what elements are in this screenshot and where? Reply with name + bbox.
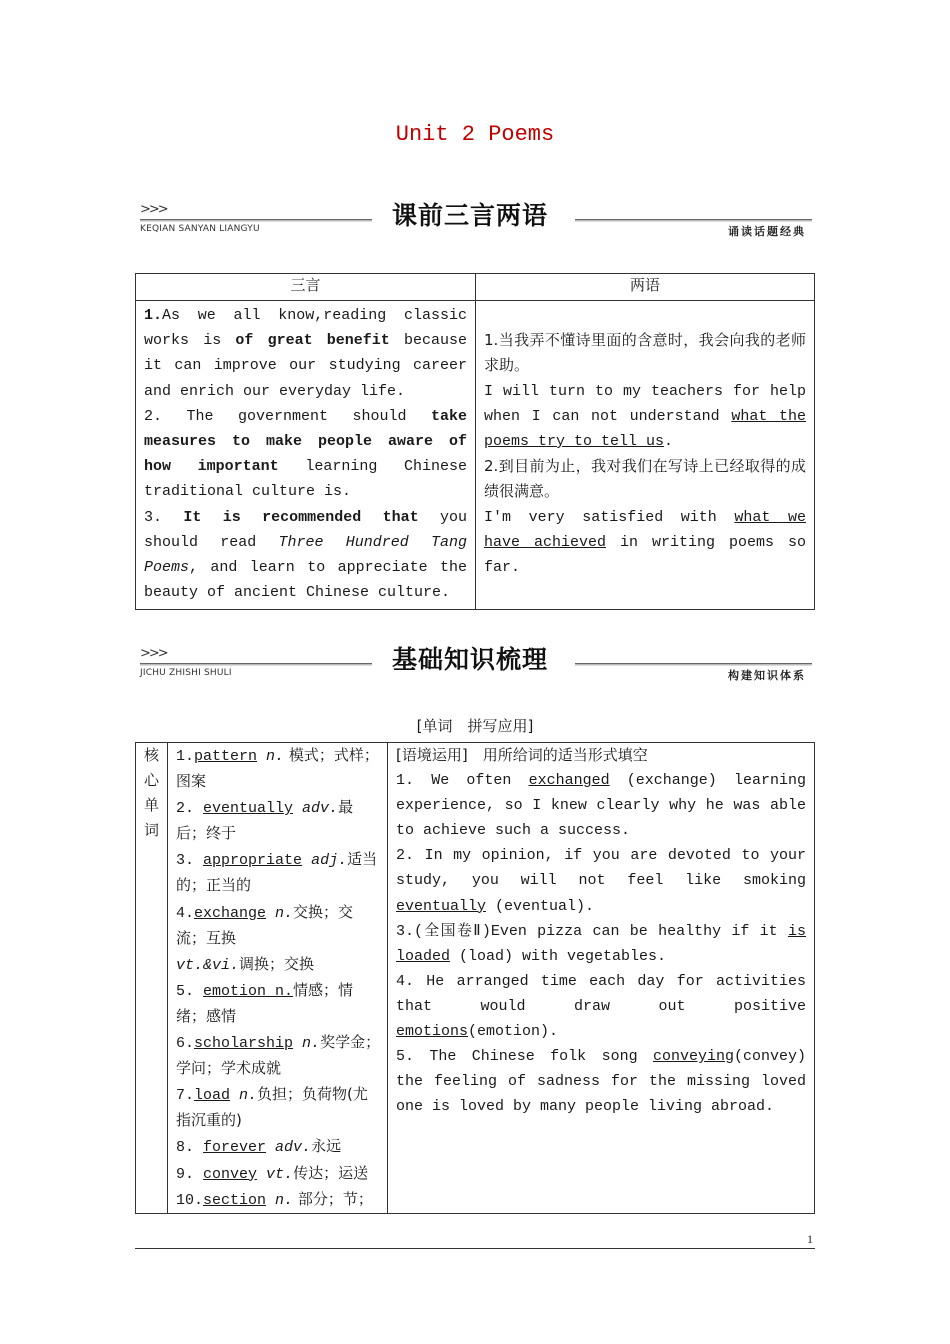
vocab-meaning: 奖学金；学问；学术成就 bbox=[176, 1033, 381, 1078]
vocab-item bbox=[176, 1030, 381, 1082]
sentence-text: I'm very satisfied with bbox=[484, 508, 735, 526]
exercise-text: The Chinese folk song bbox=[414, 1048, 653, 1066]
exercise-text: (convey) the feeling of sadness for the missing loved one is loved by many people living abroad. bbox=[396, 1048, 806, 1116]
exercise-text: In my opinion, if you are devoted to your study, you will not feel like smoking bbox=[396, 847, 806, 890]
vocabulary-table bbox=[135, 742, 815, 1214]
sentence-text: I will turn to my teachers for help when I can not understand bbox=[484, 382, 806, 425]
vocab-item bbox=[176, 847, 381, 899]
vocab-num: 3. bbox=[176, 852, 195, 870]
key-phrase: It is recommended that bbox=[162, 508, 419, 526]
vocab-num: 5. bbox=[176, 982, 195, 1000]
banner-rule-left bbox=[140, 663, 372, 666]
answer-underlined: what the poems try to tell us bbox=[484, 407, 806, 451]
header-liangyu: 两语 bbox=[476, 274, 815, 301]
vocab-word: exchange bbox=[194, 904, 267, 922]
vocab-item bbox=[176, 1082, 381, 1134]
subsection-heading: [单词 拼写应用] bbox=[416, 717, 534, 735]
answer-underlined: emotions bbox=[396, 1023, 469, 1041]
key-phrase: take measures to make people aware of how important bbox=[144, 407, 467, 476]
answer-underlined: what we have achieved bbox=[484, 508, 806, 551]
banner-rule-right bbox=[575, 663, 812, 666]
category-char: 核 bbox=[143, 746, 159, 764]
vocab-meaning: 最后；终于 bbox=[176, 798, 354, 843]
vocab-num: 2. bbox=[176, 800, 195, 818]
exercise-num: 2. bbox=[396, 847, 415, 865]
vocab-word: section bbox=[203, 1191, 267, 1209]
banner-tagline: 构建知识体系 bbox=[728, 669, 806, 682]
exercise-num: 3. bbox=[396, 922, 415, 940]
sentence-text: in writing poems so far. bbox=[484, 533, 806, 577]
vocab-pos: n. bbox=[266, 904, 294, 922]
vocab-item bbox=[176, 900, 381, 978]
sentence-text: . bbox=[664, 433, 674, 451]
vocab-pos: n. bbox=[257, 748, 285, 765]
banner-heading: 课前三言两语 bbox=[392, 201, 549, 230]
vocab-meaning: 调换；交换 bbox=[239, 954, 315, 973]
vocab-word: convey bbox=[203, 1165, 258, 1183]
usage-cell bbox=[388, 743, 815, 1214]
vocab-meaning: 适当的；正当的 bbox=[176, 850, 378, 895]
vocab-item bbox=[176, 743, 381, 795]
vocab-meaning: 交换；交流；互换 bbox=[176, 902, 354, 947]
vocab-meaning: 情感；情绪；感情 bbox=[176, 980, 354, 1025]
vocab-list-cell bbox=[168, 743, 388, 1214]
section-banner-preview bbox=[140, 202, 812, 246]
exercise-item bbox=[396, 969, 806, 1044]
vocab-word: emotion n. bbox=[203, 982, 294, 1000]
usage-instruction: [语境运用] 用所给词的适当形式填空 bbox=[396, 746, 648, 764]
vocab-num: 6. bbox=[176, 1035, 195, 1053]
vocab-num: 9. bbox=[176, 1165, 195, 1183]
sanyan-cell bbox=[136, 301, 476, 610]
banner-pinyin: KEQIAN SANYAN LIANGYU bbox=[140, 224, 260, 234]
book-title: Three Hundred Tang Poems bbox=[144, 533, 467, 577]
vocab-item bbox=[176, 1134, 381, 1160]
vocab-meaning: 负担；负荷物(尤指沉重的) bbox=[176, 1085, 368, 1130]
vocab-item bbox=[176, 1161, 381, 1187]
arrows-icon: >>> bbox=[140, 202, 167, 217]
preview-table bbox=[135, 273, 815, 610]
item-number: 2. bbox=[144, 407, 163, 425]
vocab-pos: vt. bbox=[257, 1165, 294, 1183]
vocab-num: 1. bbox=[176, 748, 195, 765]
vocab-num: 8. bbox=[176, 1139, 195, 1157]
exercise-text: (load) with vegetables. bbox=[450, 947, 667, 965]
exercise-item bbox=[396, 1044, 806, 1119]
page-title: Unit 2 Poems bbox=[395, 122, 555, 147]
category-char: 词 bbox=[143, 821, 159, 840]
vocab-meaning: 传达；运送 bbox=[293, 1163, 369, 1182]
banner-heading: 基础知识梳理 bbox=[392, 645, 549, 674]
vocab-word: load bbox=[194, 1087, 231, 1105]
key-phrase: of great benefit bbox=[235, 332, 390, 350]
item-number: 1. bbox=[144, 307, 163, 324]
answer-underlined: is loaded bbox=[396, 922, 806, 965]
vocab-word: appropriate bbox=[203, 852, 303, 870]
vocab-pos: n. bbox=[266, 1191, 294, 1209]
vocab-pos: adj. bbox=[302, 852, 348, 870]
exercise-item bbox=[396, 768, 806, 843]
footer-rule bbox=[135, 1248, 815, 1249]
exercise-num: 4. bbox=[396, 972, 415, 990]
vocab-item bbox=[176, 1187, 381, 1213]
section-banner-basics bbox=[140, 646, 812, 690]
sentence-text: because it can improve our studying career and enrich our everyday life. bbox=[144, 332, 467, 400]
exercise-item bbox=[396, 843, 806, 918]
banner-rule-right bbox=[575, 219, 812, 222]
exercise-text: He arranged time each day for activities that would draw out positive bbox=[396, 972, 806, 1015]
arrows-icon: >>> bbox=[140, 646, 167, 661]
vocab-item bbox=[176, 978, 381, 1030]
banner-tagline: 诵读话题经典 bbox=[728, 225, 806, 238]
vocab-word: pattern bbox=[194, 748, 258, 765]
category-char: 单 bbox=[143, 796, 159, 815]
page-number: 1 bbox=[807, 1232, 813, 1246]
category-char: 心 bbox=[143, 771, 159, 790]
exercise-item bbox=[396, 919, 806, 969]
exercise-text: We often bbox=[414, 772, 529, 790]
vocab-pos: vt.&vi. bbox=[176, 956, 240, 974]
header-sanyan: 三言 bbox=[136, 274, 476, 301]
banner-pinyin: JICHU ZHISHI SHULI bbox=[140, 668, 232, 678]
sentence-text: learning Chinese traditional culture is. bbox=[144, 458, 467, 501]
vocab-num: 7. bbox=[176, 1087, 195, 1105]
vocab-pos: adv. bbox=[266, 1139, 312, 1157]
exercise-text: (eventual). bbox=[486, 897, 595, 915]
vocab-pos: n. bbox=[293, 1035, 321, 1053]
liangyu-cell bbox=[476, 301, 815, 610]
vocab-num: 10. bbox=[176, 1191, 204, 1209]
sentence-text: you should read bbox=[144, 508, 467, 551]
exercise-num: 1. bbox=[396, 772, 415, 790]
vocab-item bbox=[176, 795, 381, 847]
vocab-pos: n. bbox=[230, 1087, 258, 1105]
vocab-word: eventually bbox=[203, 800, 294, 818]
sentence-text: , and learn to appreciate the beauty of ancient Chinese culture. bbox=[144, 559, 467, 602]
exercise-text: (exchange) learning experience, so I knew clearly why he was able to achieve such a success. bbox=[396, 772, 807, 840]
vocab-meaning: 部分；节； bbox=[293, 1189, 373, 1208]
answer-underlined: exchanged bbox=[528, 772, 610, 790]
vocab-word: forever bbox=[203, 1139, 267, 1157]
vocab-meaning: 永远 bbox=[311, 1137, 342, 1156]
sentence-text: The government should bbox=[162, 407, 431, 425]
chinese-sentence: 1.当我弄不懂诗里面的含意时，我会向我的老师求助。 bbox=[484, 331, 806, 375]
sentence-text: As we all know,reading classic works is bbox=[144, 307, 467, 350]
answer-underlined: conveying bbox=[652, 1048, 734, 1066]
exercise-num: 5. bbox=[396, 1048, 415, 1066]
vocab-num: 4. bbox=[176, 904, 195, 922]
exercise-text: (全国卷Ⅱ)Even pizza can be healthy if it bbox=[414, 922, 788, 940]
banner-rule-left bbox=[140, 219, 372, 222]
exercise-text: (emotion). bbox=[468, 1023, 559, 1041]
answer-underlined: eventually bbox=[396, 897, 487, 915]
vocab-meaning: 模式；式样；图案 bbox=[176, 746, 379, 791]
chinese-sentence: 2.到目前为止，我对我们在写诗上已经取得的成绩很满意。 bbox=[484, 457, 806, 501]
category-cell bbox=[136, 743, 168, 1214]
item-number: 3. bbox=[144, 508, 163, 526]
vocab-pos: adv. bbox=[293, 800, 339, 818]
vocab-word: scholarship bbox=[194, 1035, 294, 1053]
